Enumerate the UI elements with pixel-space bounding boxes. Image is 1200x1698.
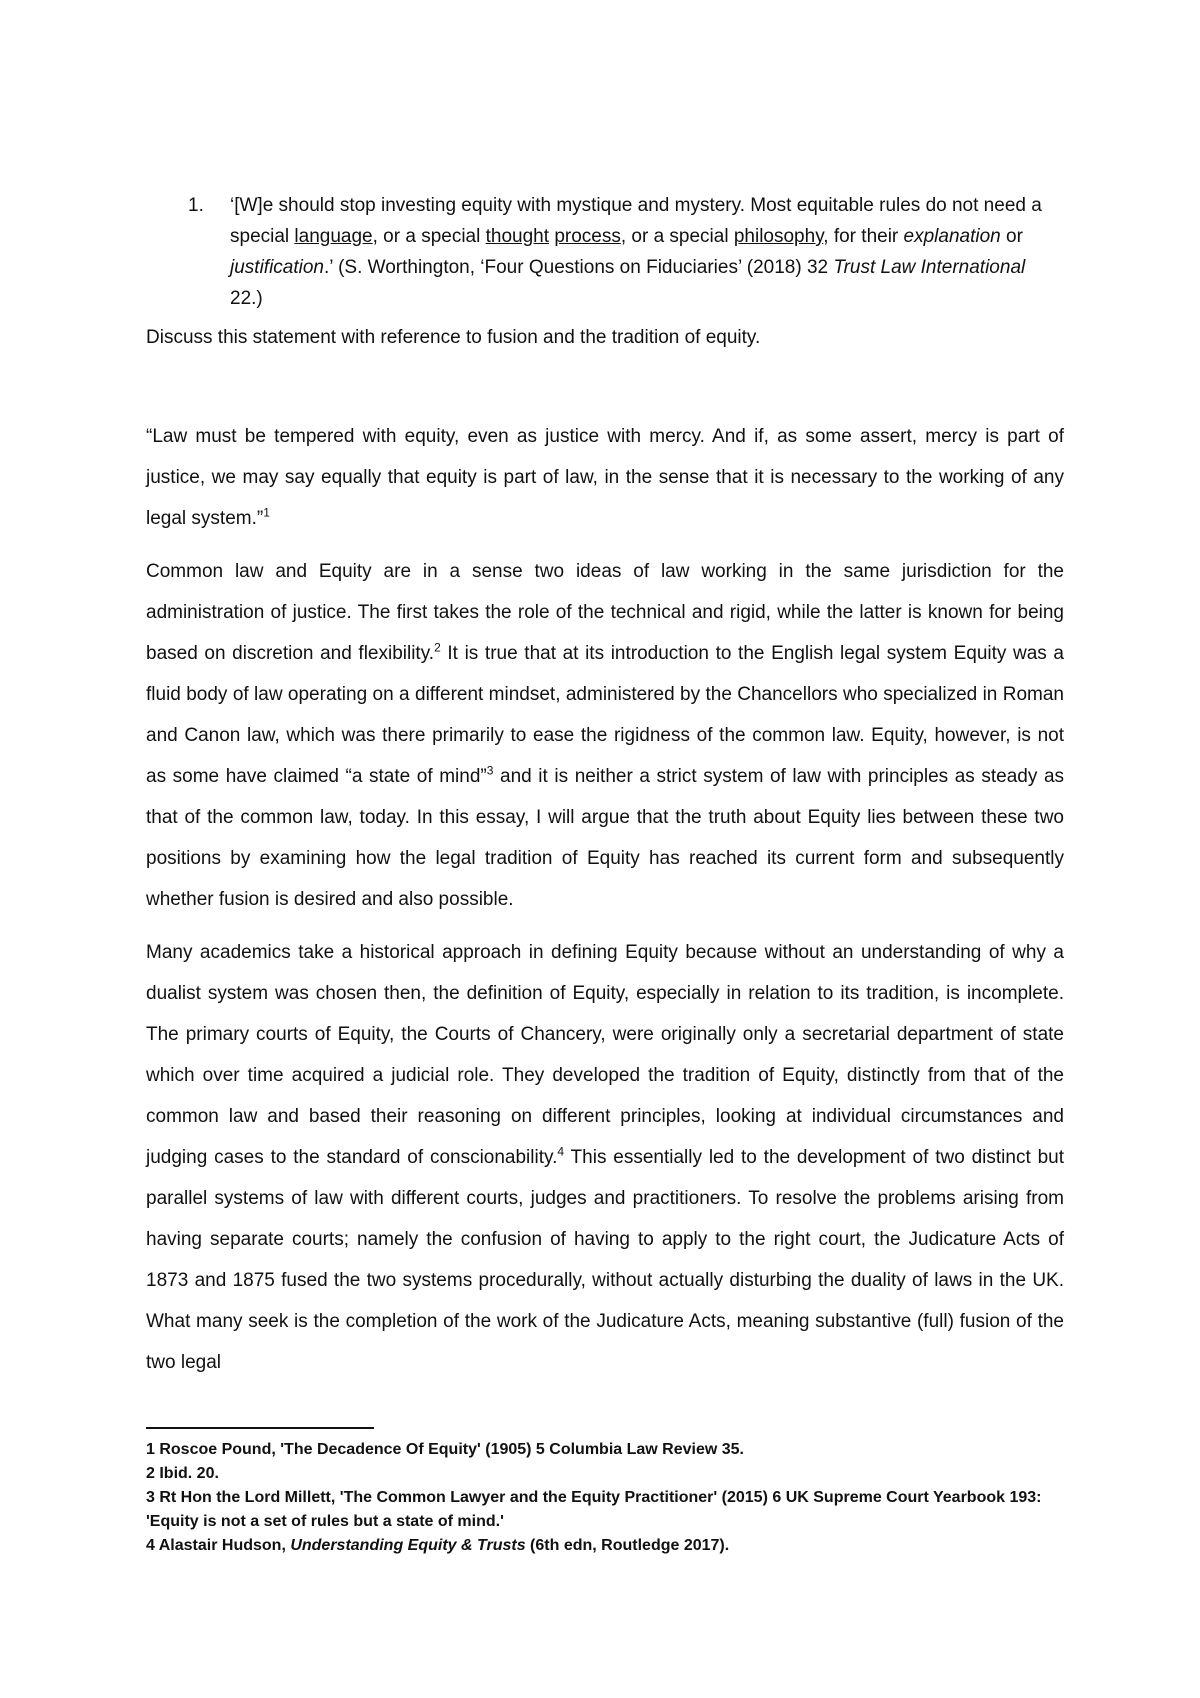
italic-explanation: explanation bbox=[903, 226, 1001, 247]
footnote-1: 1 Roscoe Pound, 'The Decadence Of Equity' (1905) 5 Columbia Law Review 35. bbox=[146, 1441, 744, 1458]
quote-text: ‘[W]e should stop investing equity with mystique and mystery. Most equitable rules do not need a special bbox=[230, 195, 1042, 247]
footnote-ref-4[interactable]: 4 bbox=[557, 1144, 565, 1159]
quote-text: 22.) bbox=[230, 288, 263, 309]
footnotes bbox=[146, 1438, 1046, 1558]
footnote-text: (6th edn, Routledge 2017). bbox=[525, 1537, 730, 1554]
question-quote bbox=[224, 190, 1058, 314]
underlined-thought: thought bbox=[485, 226, 550, 247]
footnote-4 bbox=[146, 1534, 1046, 1558]
paragraph-text: “Law must be tempered with equity, even as justice with mercy. And if, as some assert, mercy is part of justice, we may say equally that equity is part of law, in the sense that it is necessary to the working of any legal system.” bbox=[146, 426, 1064, 529]
paragraph-1 bbox=[146, 416, 1064, 539]
essay-question bbox=[188, 190, 1058, 314]
essay-body bbox=[146, 416, 1064, 1395]
journal-title: Trust Law International bbox=[833, 257, 1026, 278]
paragraph-3 bbox=[146, 932, 1064, 1383]
paragraph-text: Common law and Equity are in a sense two ideas of law working in the same jurisdiction for the administration of justice. The first takes the role of the technical and rigid, while the latter is known for being based on discretion and flexibility. bbox=[146, 561, 1064, 664]
paragraph-2 bbox=[146, 551, 1064, 920]
footnote-ref-1[interactable]: 1 bbox=[263, 505, 270, 520]
question-number: 1. bbox=[188, 195, 204, 216]
quote-text: or bbox=[1000, 226, 1023, 247]
book-title: Understanding Equity & Trusts bbox=[290, 1537, 526, 1554]
paragraph-text: and it is neither a strict system of law with principles as steady as that of the common law, today. In this essay, I will argue that the truth about Equity lies between these two positions by examining how the legal tradition of Equity has reached its current form and subsequently whether fusion is desired and also possible. bbox=[146, 766, 1065, 910]
underlined-philosophy: philosophy bbox=[733, 226, 824, 247]
paragraph-text: This essentially led to the development of two distinct but parallel systems of law with different courts, judges and practitioners. To resolve the problems arising from having separate courts; namely the confusion of having to apply to the right court, the Judicature Acts of 1873 and 1875 fused the two systems procedurally, without actually disturbing the duality of laws in the UK. What many seek is the completion of the work of the Judicature Acts, meaning substantive (full) fusion of the two legal bbox=[146, 1147, 1064, 1373]
underlined-language: language bbox=[294, 226, 373, 247]
essay-instruction: Discuss this statement with reference to fusion and the tradition of equity. bbox=[146, 327, 761, 348]
footnote-text: 4 Alastair Hudson, bbox=[146, 1537, 291, 1554]
paragraph-text: It is true that at its introduction to the English legal system Equity was a fluid body of law operating on a different mindset, administered by the Chancellors who specialized in Roman and Canon law, which was there primarily to ease the rigidness of the common law. Equity, however, is not as some have claimed “a state of mind” bbox=[146, 643, 1064, 787]
quote-text: , or a special bbox=[620, 226, 734, 247]
quote-text: , for their bbox=[823, 226, 904, 247]
footnote-2: 2 Ibid. 20. bbox=[146, 1465, 219, 1482]
quote-text: .’ (S. Worthington, ‘Four Questions on Fiduciaries’ (2018) 32 bbox=[324, 257, 834, 278]
footnote-separator bbox=[146, 1427, 374, 1429]
footnote-ref-2[interactable]: 2 bbox=[434, 640, 441, 655]
italic-justification: justification bbox=[230, 257, 324, 278]
paragraph-text: Many academics take a historical approach in defining Equity because without an understanding of why a dualist system was chosen then, the definition of Equity, especially in relation to its tradition, is incomplete. The primary courts of Equity, the Courts of Chancery, were originally only a secretarial department of state which over time acquired a judicial role. They developed the tradition of Equity, distinctly from that of the common law and based their reasoning on different principles, looking at individual circumstances and judging cases to the standard of conscionability. bbox=[146, 942, 1064, 1168]
quote-text: , or a special bbox=[372, 226, 486, 247]
footnote-3: 3 Rt Hon the Lord Millett, 'The Common Lawyer and the Equity Practitioner' (2015) 6 UK Supreme Court Yearbook 193: 'Equity is not a set of rules but a state of mind.' bbox=[146, 1489, 1042, 1530]
footnote-ref-3[interactable]: 3 bbox=[486, 763, 494, 778]
underlined-process: process bbox=[554, 226, 621, 247]
